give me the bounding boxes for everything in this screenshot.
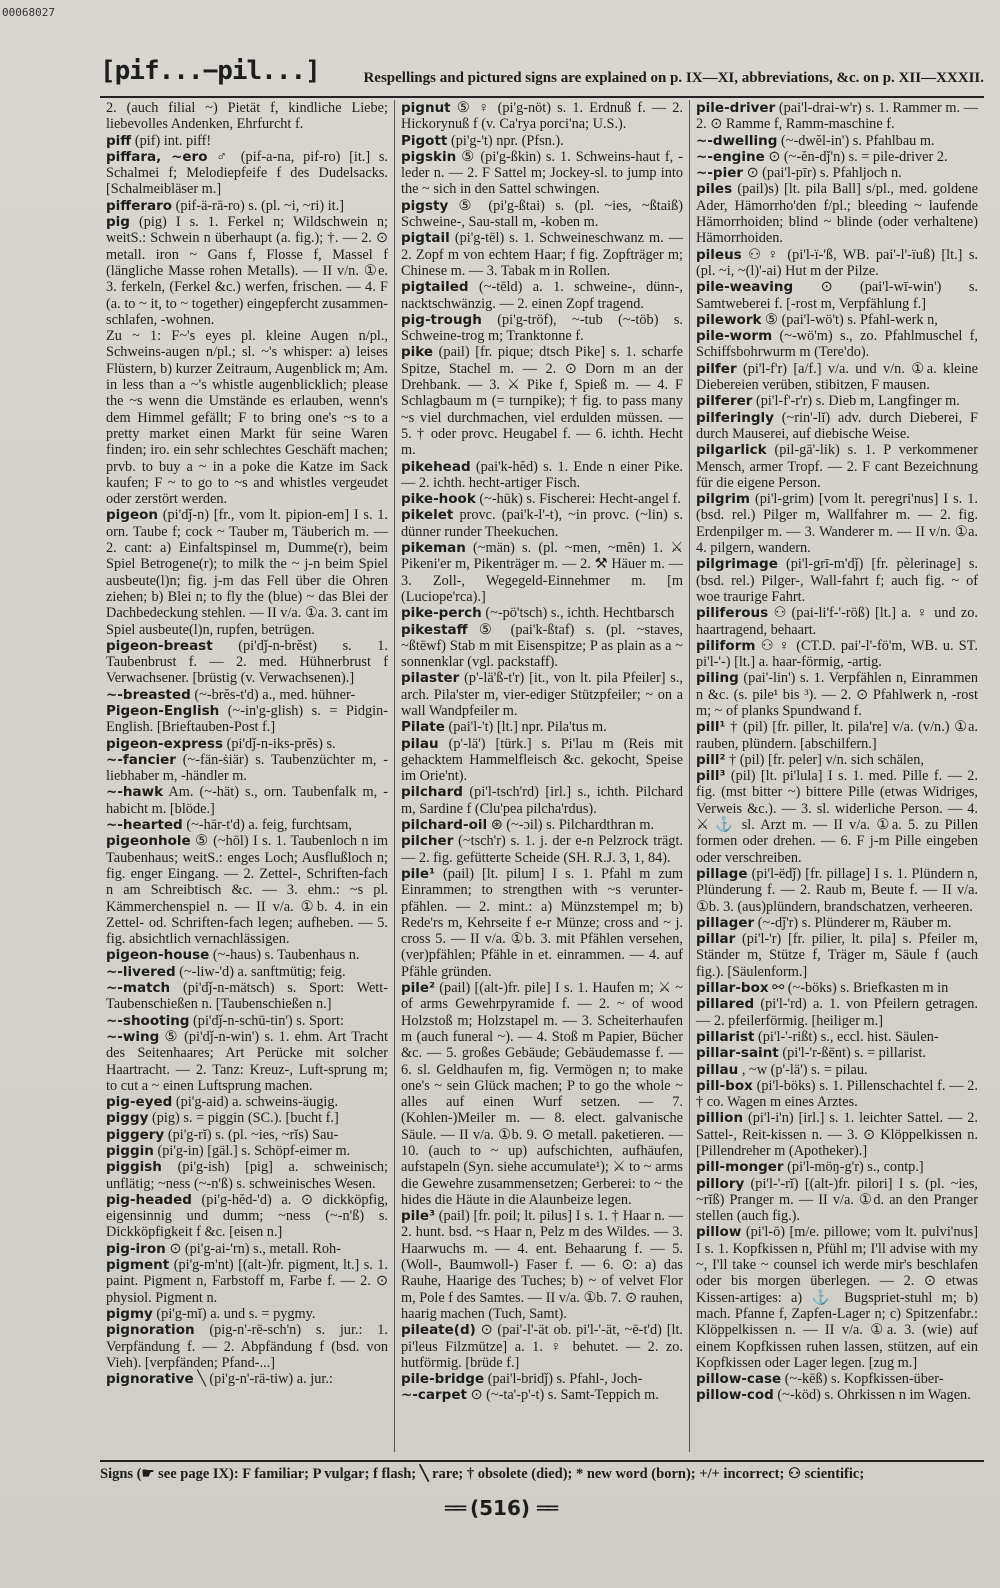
entry-text: 2. (auch filial ~) Pietät f, kindliche Liebe; liebevolles Andenken, Ehrfurcht f. xyxy=(106,100,388,133)
headword: pilcher xyxy=(401,833,454,850)
entry-text: (pi'l-f'-r'r) s. Dieb m, Langfinger m. xyxy=(756,393,960,410)
dictionary-entry xyxy=(696,165,978,181)
headword: ~-dwelling xyxy=(696,132,778,149)
entry-text: (pig-n'-rē-sch'n) s. jur.: 1. Verpfändung f. — 2. Abpfändung f (bsd. von Vieh). [verpfänden; Pfand-...] xyxy=(106,1322,388,1371)
headword: pile-worm xyxy=(696,328,773,345)
entry-text: (pail) [fr. poil; lt. pilus] I s. 1. † Haar n. — 2. hunt. bsd. ~s Haar n, Pelz m des Wildes. — 3. Haarwuchs m. — 4. ent. Behaarung f. — 5. (Woll-, Baumwoll-) Faser f. — 6. ⊙: a) das Rauhe, Haarige des Tuches; b) ~ of velvet Flor m, Pole f des Samtes. — II v/a. ①b. 7. ⊙ rauhen, haarig machen (Tuch, Samt). xyxy=(401,1208,683,1322)
dictionary-entry xyxy=(401,736,683,785)
entry-text: (pi'l-böks) s. 1. Pillenschachtel f. — 2. † co. Wagen m eines Arztes. xyxy=(696,1077,979,1111)
entry-text: (pi'l-i'n) [irl.] s. 1. leichter Sattel. — 2. Sattel-, Reit-kissen n. — 3. ⊙ Klöppelkissen n. [Pillendreher m (Apotheker).] xyxy=(696,1110,978,1159)
dictionary-entry xyxy=(106,833,388,947)
entry-text: (pi'g-hĕd-'d) a. ⊙ dickköpfig, eigensinnig und dumm; ~ness (~-n'ß) s. Dickköpfigkeit f &c. [eisen n.] xyxy=(106,1191,388,1241)
headword: ~-fancier xyxy=(106,751,176,768)
headword: piggery xyxy=(106,1126,165,1143)
entry-text: Zu ~ 1: F~'s eyes pl. kleine Augen n/pl., Schweins-augen n/pl.; sl. ~'s whisper: a) leises Flüstern, b) kurzer Zeitraum, Augenblick m; Am. in less than a ~'s whistle augenblicklich; please the ~s wenn die Umstände es erlauben, wenn's dem Himmel gefällt; F to bring one's ~s to a pretty market einen Markt für seine Waren finden; iro. ein sehr schlechtes Geschäft machen; prvb. to buy a ~ in a poke die Katze im Sack kaufen; F ~ to go to ~s and whistles vergeudet oder zerstört werden. xyxy=(106,328,388,508)
dictionary-entry xyxy=(401,198,683,231)
entry-text: ⊙ (pai'l-wī-win') s. Samtweberei f. [-rost m, Verpfählung f.] xyxy=(696,279,978,312)
headword: pillion xyxy=(696,1110,744,1127)
headword: piggin xyxy=(106,1143,154,1159)
dictionary-entry xyxy=(106,980,388,1013)
dictionary-entry xyxy=(696,361,978,394)
dictionary-entry xyxy=(696,181,978,246)
headword: pilgrim xyxy=(696,491,750,508)
dictionary-entry xyxy=(106,964,388,980)
dictionary-entry xyxy=(696,1062,978,1078)
entry-text: (p'-lä') [türk.] s. Pi'lau m (Reis mit gehacktem Hammelfleisch &c. gekocht, Speise im Orie'nt). xyxy=(401,735,683,785)
headword: pikeman xyxy=(401,540,466,557)
dictionary-entry xyxy=(696,393,978,409)
double-bar-right-icon: ══ xyxy=(536,1496,556,1520)
dictionary-entry xyxy=(106,1322,388,1371)
headword: pigmy xyxy=(106,1305,153,1322)
headword: ~-livered xyxy=(106,963,176,980)
headword: pilgrimage xyxy=(696,556,778,573)
entry-text: (~-in'g-glish) s. = Pidgin-English. [Brieftauben-Post f.] xyxy=(106,702,388,736)
dictionary-entry xyxy=(106,1094,388,1110)
dictionary-entry xyxy=(696,915,978,931)
entry-text: ⑤ (pai'k-ßtaf) s. (pl. ~staves, ~ßtēwf) Stab m mit Eisenspitze; P as plain as a ~ sonnenklar (vgl. packstaff). xyxy=(401,621,683,671)
headword: pilfer xyxy=(696,360,737,377)
headword: pillow-cod xyxy=(696,1387,774,1404)
headword: pileate(d) xyxy=(401,1322,476,1339)
dictionary-entry xyxy=(401,344,683,458)
headword: pifferaro xyxy=(106,197,173,214)
column-middle xyxy=(395,100,690,1452)
dictionary-entry xyxy=(106,507,388,637)
headword: pike-hook xyxy=(401,491,476,508)
headword: piling xyxy=(696,670,739,687)
headword: pilchard xyxy=(401,784,463,801)
page-number: 516 xyxy=(479,1496,521,1520)
column-left xyxy=(100,100,395,1452)
entry-text: (pi'l-ëdǰ) [fr. pillage] I s. 1. Plündern n, Plünderung f. — 2. Raub m, Beute f. — II v/a. ①b. 3. (aus)plündern, brandschatzen, verheeren. xyxy=(696,865,979,915)
entry-text: † (pil) [fr. peler] v/n. sich schälen, xyxy=(729,751,924,768)
headword: pilau xyxy=(401,735,439,752)
dictionary-entry xyxy=(401,670,683,719)
dictionary-entry xyxy=(106,1159,388,1192)
headword: ~-pier xyxy=(696,165,744,182)
dictionary-entry xyxy=(401,719,683,735)
dictionary-entry xyxy=(696,1078,978,1111)
entry-text: Am. (~-hät) s., orn. Taubenfalk m, -habicht m. [blöde.] xyxy=(106,784,388,817)
entry-text: ⊙ (pai'l-pīr) s. Pfahljoch n. xyxy=(746,165,902,182)
dictionary-entry xyxy=(106,1029,388,1094)
entry-text: ⊛ (~-ɔil) s. Pilchardthran m. xyxy=(490,817,655,834)
headword: pile-bridge xyxy=(401,1371,485,1388)
dictionary-entry xyxy=(401,507,683,540)
entry-text: (~-liw-'d) a. sanftmütig; feig. xyxy=(179,963,346,980)
dictionary-entry xyxy=(106,687,388,703)
dictionary-entry xyxy=(401,833,683,866)
headword: pig-trough xyxy=(401,311,482,328)
entry-text: (pi'dǰ-n-mätsch) s. Sport: Wett-Taubenschießen n. [Taubenschießen n.] xyxy=(106,980,389,1013)
entry-text: ⊙ (pai'-l'-ät ob. pi'l-'-ät, ~ē-t'd) [lt. pi'leus Filzmütze] a. 1. ♀ behutet. — 2. zo. hutförmig. [brüde f.] xyxy=(401,1322,684,1371)
dictionary-entry xyxy=(696,149,978,165)
entry-text: (~-hūk) s. Fischerei: Hecht-angel f. xyxy=(479,491,681,508)
entry-text: provc. (pai'k-l'-t), ~in provc. (~lin) s. dünner runder Theekuchen. xyxy=(401,507,684,540)
dictionary-entry xyxy=(696,1176,978,1225)
dictionary-entry xyxy=(696,328,978,361)
headword: ~-breasted xyxy=(106,686,191,703)
columns xyxy=(100,100,984,1452)
headword: pill¹ xyxy=(696,719,726,736)
entry-text: (pi'g-in) [gäl.] s. Schöpf-eimer m. xyxy=(157,1143,351,1159)
headword: pigtailed xyxy=(401,279,469,296)
headword: pignorative xyxy=(106,1371,194,1388)
headword: pignoration xyxy=(106,1322,195,1339)
entry-text: (pi'l-grī-m'dǰ) [fr. pèlerinage] s. (bsd. rel.) Pilger-, Wall-fahrt f; auch fig. ~ of woe traurige Fahrt. xyxy=(696,556,979,605)
headword: ~-hawk xyxy=(106,784,164,801)
headword: pigeon xyxy=(106,507,158,524)
headword: pilchard-oil xyxy=(401,817,488,834)
entry-text: (~-pö'tsch) s., ichth. Hechtbarsch xyxy=(485,605,675,622)
entry-text: (pi'g-rĭ) s. (pl. ~ies, ~rĭs) Sau- xyxy=(167,1126,339,1143)
entry-text: (pi'g-tröf), ~-tub (~-töb) s. Schweine-trog m; Tranktonne f. xyxy=(401,311,683,345)
headword: pillage xyxy=(696,865,748,882)
dictionary-entry xyxy=(401,279,683,312)
entry-text: (pi'g-tēl) s. 1. Schweineschwanz m. — 2. Zopf m von echtem Haar; f fig. Zopfträger m; Chinese m. — 3. Tabak m in Rollen. xyxy=(401,230,683,279)
dictionary-entry xyxy=(106,817,388,833)
headword: pillar-saint xyxy=(696,1045,779,1062)
entry-text: (pi'l-ō) [m/e. pillowe; vom lt. pulvi'nus] I s. 1. Kopfkissen n, Pfühl m; I'll advise with my ~, I'll take ~ counsel ich werde mir's beschlafen oder bis morgen überlegen. — 2. ⊙ etwas Kissen-artiges: a) ⚓ Bugspriet-stuhl m; b) mach. Pfanne f, Zapfen-Lager n; c) Spitzenfabr.: Klöppelkissen n. — II v/a. ①a. 3. (wie) auf einem Kopfkissen ruhen lassen, stützen, auf ein Kopfkissen oder Lager legen. [zug m.] xyxy=(696,1224,978,1371)
signs-legend: Signs (☛ see page IX): F familiar; P vulgar; f flash; ╲ rare; † obsolete (died); * new word (born); +/+ incorrect; ⚇ scientific; xyxy=(100,1460,984,1483)
dictionary-entry xyxy=(106,1013,388,1029)
headword: pillar-box xyxy=(696,980,769,997)
dictionary-entry xyxy=(696,931,978,980)
dictionary-entry xyxy=(106,1110,388,1126)
dictionary-entry xyxy=(696,670,978,719)
dictionary-entry xyxy=(106,703,388,736)
headword: piliferous xyxy=(696,605,769,622)
headword: Pigott xyxy=(401,132,448,149)
headword: pikestaff xyxy=(401,621,468,638)
headword: pigtail xyxy=(401,230,450,247)
headword: piggy xyxy=(106,1110,149,1127)
entry-text: (pi'dǰ-n-brĕst) s. 1. Taubenbrust f. — 2. med. Hühnerbrust f Verwachsener. [brüstig (v. Verwachsenen).] xyxy=(106,637,389,687)
entry-text: , ~w (p'-lä') s. = pilau. xyxy=(741,1061,868,1078)
headword: piff xyxy=(106,132,132,149)
entry-text: (pi'dǰ-n) [fr., vom lt. pipion-em] I s. 1. orn. Taube f; cock ~ Tauber m, Täuberich m. — 2. cant: a) Einfaltspinsel m, Dumme(r), beim Spiel Betrogene(r); to milk the ~ j-n beim Spiel ausbeute(l)n; fig. j-m das Fell über die Ohren ziehen; b) Blei n; to fly the (blue) ~ das Blei der Dachbedeckung stehlen. — II v/a. ①a. 3. cant im Spiel ausbeute(l)n, rupfen, betrügen. xyxy=(106,507,389,638)
entry-text: ⊙ (pi'g-ai-'rn) s., metall. Roh- xyxy=(169,1240,341,1257)
dictionary-entry xyxy=(696,1110,978,1159)
scan-id: 00068027 xyxy=(2,6,55,19)
entry-text: (pi'g-'t) npr. (Pfsn.). xyxy=(450,132,564,149)
entry-text: (pail) [fr. pique; dtsch Pike] s. 1. scharfe Spitze, Stachel m. — 2. ⊙ Dorn m an der Drehbank. — 3. ⚔ Pike f, Spieß m. — 4. F Schlagbaum m (= turnpike); † fig. to pass many ~s viel durchmachen, viel erdulden müssen. — 5. † oder provc. Heugabel f. — 6. ichth. Hecht m. xyxy=(401,344,683,459)
dictionary-entry xyxy=(106,638,388,687)
dictionary-entry xyxy=(106,1371,388,1387)
page-number-line: ══ (516) ══ xyxy=(444,1496,556,1520)
dictionary-entry xyxy=(106,1241,388,1257)
headword: ~-carpet xyxy=(401,1387,467,1404)
entry-text: (pi'l-'r) [fr. pilier, lt. pila] s. Pfeiler m, Ständer m, Stütze f, Träger m, Säule f (auch fig.). [Säulenform.] xyxy=(696,931,978,980)
entry-text: ⑤ (~hōl) I s. 1. Taubenloch n im Taubenhaus; weitS.: enges Loch; Ausflußloch n; fig. enger Eingang. — 2. Zettel-, Schriften-fach n am Schreibtisch &c. — 3. ehm.: ~s pl. Kämmerchenspiel n. — II v/a. ①b. 4. in ein Zettel- od. Schriften-fach legen; aufheben. — 5. fig. absichtlich vernachlässigen. xyxy=(106,833,389,948)
entry-text: (~rin'-lĭ) adv. durch Dieberei, F durch Mauserei, auf diebische Weise. xyxy=(696,409,978,442)
entry-text: ⚇ ♀ (pi'l-ï-'ß, WB. pai'-l'-ïuß) [lt.] s. (pl. ~i, ~(l)'-ai) Hut m der Pilze. xyxy=(696,246,979,279)
dictionary-entry xyxy=(696,638,978,671)
dictionary-entry xyxy=(106,752,388,785)
entry-text: (pi'dǰ-n-schū-tin') s. Sport: xyxy=(193,1012,344,1029)
dictionary-entry xyxy=(696,133,978,149)
headword: pigsty xyxy=(401,197,449,214)
headword: pileus xyxy=(696,246,742,263)
entry-text: (pif-ä-rā-ro) s. (pl. ~i, ~ri) it.] xyxy=(175,197,344,214)
dictionary-entry xyxy=(696,768,978,866)
dictionary-entry xyxy=(696,410,978,443)
headword: ~-match xyxy=(106,980,171,997)
headword: ~-wing xyxy=(106,1028,160,1045)
dictionary-entry xyxy=(401,459,683,492)
headword: pikehead xyxy=(401,458,471,475)
headword: pig xyxy=(106,214,130,231)
entry-text: (pi'g-m'nt) [(alt-)fr. pigment, lt.] s. 1. paint. Pigment n, Farbstoff m, Farbe f. — 2. ⊙ physiol. Pigment n. xyxy=(106,1257,388,1306)
entry-text: (pif) int. piff! xyxy=(134,132,212,149)
dictionary-entry xyxy=(401,540,683,605)
dictionary-entry xyxy=(106,1192,388,1241)
page-header xyxy=(100,56,984,98)
dictionary-entry xyxy=(106,1257,388,1306)
dictionary-entry xyxy=(401,1322,683,1371)
dictionary-entry xyxy=(696,312,978,328)
entry-text: (pi'l-grim) [vom lt. peregri'nus] I s. 1. (bsd. rel.) Pilger m, Wallfahrer m. — 2. fig. Erdenpilger m. — 3. Wanderer m. — II v/n. ①a. 4. pilgern, wandern. xyxy=(696,491,978,557)
dictionary-entry xyxy=(401,312,683,345)
headword: pillager xyxy=(696,914,755,931)
headword: pill³ xyxy=(696,768,726,785)
entry-text: ⊙ (~-ta'-p'-t) s. Samt-Teppich m. xyxy=(470,1387,659,1404)
guide-words: [pif...−pil...] xyxy=(100,56,320,86)
entry-text: (pai'l-drai-w'r) s. 1. Rammer m. — 2. ⊙ Ramme f, Ramm-maschine f. xyxy=(696,100,978,133)
headword: pilferer xyxy=(696,393,753,410)
entry-text: (pi'l-'-rißt) s., eccl. hist. Säulen- xyxy=(758,1028,939,1045)
dictionary-entry xyxy=(401,980,683,1208)
dictionary-entry xyxy=(106,784,388,817)
dictionary-entry xyxy=(401,1371,683,1387)
headword: pile² xyxy=(401,980,435,997)
dictionary-entry xyxy=(401,605,683,621)
dictionary-entry xyxy=(696,752,978,768)
entry-text: (pail) [(alt-)fr. pile] I s. 1. Haufen m; ⚔ ~ of arms Gewehrpyramide f. — 2. ~ of wood Holzstoß m; Holzstapel m. — 3. Scheiterhaufen m (auch funeral ~). — 4. Stoß m Papier, Bücher &c. — 5. großes Gebäude; Gebäudemasse f. — 6. sl. Geldhaufen m, fig. Vermögen n; to make one's ~ sein Glück machen; P to go the whole ~ alles auf einen Wurf setzen. — 7. (Kohlen-)Meiler m. — 8. elect. galvanische Säule. — II v/a. ①b. 9. ⊙ metall. paketieren. — 10. (auch to ~ up) aufschichten, aufhäufen, aufstapeln (Syn. siehe accumulate¹); ⚔ to ~ arms die Gewehre zusammensetzen; Gerberei: to ~ the hides die Häute in die Alaunbeize legen. xyxy=(401,980,684,1208)
dictionary-entry xyxy=(401,100,683,133)
dictionary-entry xyxy=(401,622,683,671)
headword: pillau xyxy=(696,1061,739,1078)
headword: piles xyxy=(696,181,733,198)
dictionary-entry xyxy=(401,784,683,817)
entry-text: ⑤ (pi'dǰ-n-win') s. 1. ehm. Art Tracht des Seitenhaares; Art Perücke mit solcher Haartracht. — 2. Tanz: Kreuz-, Luft-sprung m; to cut a ~ einen Luftsprung machen. xyxy=(106,1028,389,1094)
headword: pigment xyxy=(106,1257,170,1274)
dictionary-entry xyxy=(106,214,388,328)
entry-text: (pi'l-'r-ßēnt) s. = pillarist. xyxy=(782,1045,926,1062)
dictionary-entry xyxy=(106,133,388,149)
dictionary-entry xyxy=(401,1208,683,1322)
entry-text: (pi'l-'rd) a. 1. von Pfeilern getragen. — 2. pfeilerförmig. [heiliger m.] xyxy=(696,996,978,1029)
entry-text: (~-köd) s. Ohrkissen n im Wagen. xyxy=(777,1387,971,1404)
dictionary-entry xyxy=(401,866,683,980)
headword: pillow xyxy=(696,1224,742,1241)
headword: pile-weaving xyxy=(696,279,794,296)
headword: Pilate xyxy=(401,719,445,736)
dictionary-entry xyxy=(106,1306,388,1322)
dictionary-entry xyxy=(401,1387,683,1403)
entry-text: (pi'l-f'r) [a/f.] v/a. und v/n. ①a. kleine Diebereien verüben, stibitzen, F mausen. xyxy=(696,360,978,394)
entry-text: (pi'dǰ-n-iks-prĕs) s. xyxy=(226,735,336,752)
entry-text: ⑤ (pi'g-ßkin) s. 1. Schweins-haut f, -leder n. — 2. F Sattel m; Jockey-sl. to jump into the ~ sich in den Sattel schwingen. xyxy=(401,148,683,198)
dictionary-entry xyxy=(696,491,978,556)
entry-text: ⚇ ♀ (CT.D. pai'-l'-fö'm, WB. u. ST. pi'l-'-) [lt.] a. haar-förmig, -artig. xyxy=(696,637,978,671)
headword: pilgarlick xyxy=(696,442,767,459)
headword: pig-iron xyxy=(106,1240,166,1257)
dictionary-entry xyxy=(106,736,388,752)
headword: pillory xyxy=(696,1175,745,1192)
headword: pikelet xyxy=(401,507,454,524)
entry-text: (~-dwĕl-in') s. Pfahlbau m. xyxy=(780,132,935,149)
entry-text: (pi'l-tsch'rd) [irl.] s., ichth. Pilchard m, Sardine f (Clu'pea pilcha'rdus). xyxy=(401,784,683,817)
headword: pill² xyxy=(696,751,726,768)
headword: Pigeon-English xyxy=(106,702,220,719)
headword: pill-box xyxy=(696,1077,753,1094)
entry-text: (~-haus) s. Taubenhaus n. xyxy=(212,947,360,964)
dictionary-entry xyxy=(401,817,683,833)
entry-text: (pi'g-mĭ) a. und s. = pygmy. xyxy=(156,1305,316,1322)
entry-text: (pi'l-'-rĭ) [(alt-)fr. pilori] I s. (pl. ~ies, ~rĭß) Pranger m. — II v/a. ①d. an den Pranger stellen (auch fig.). xyxy=(696,1175,979,1225)
entry-text: (pai'k-hĕd) s. 1. Ende n einer Pike. — 2. ichth. hecht-artiger Fisch. xyxy=(401,458,684,491)
entry-text: † (pil) [fr. piller, lt. pila're] v/a. (v/n.) ①a. rauben, plündern. [abschilfern.] xyxy=(696,719,978,752)
dictionary-entry xyxy=(401,491,683,507)
entry-text: (pil) [lt. pi'lula] I s. 1. med. Pille f. — 2. fig. (mst bitter ~) bittere Pille (etwas Widriges, Verweis &c.). — 3. sl. widerliche Person. — 4. ⚔ ⚓ sl. Arzt m. — II v/a. ①a. 5. zu Pillen formen oder drehen. — 6. F j-m Pille eingeben oder verschreiben. xyxy=(696,768,978,866)
dictionary-entry xyxy=(696,247,978,280)
dictionary-entry xyxy=(696,279,978,312)
entry-text: (pig) s. = piggin (SC.). [bucht f.] xyxy=(152,1110,339,1127)
headword: pillared xyxy=(696,996,755,1013)
headword: pigskin xyxy=(401,148,457,165)
dictionary-entry xyxy=(696,719,978,752)
entry-text: (~män) s. (pl. ~men, ~mĕn) 1. ⚔ Pikeni'er m, Pikenträger m. — 2. ⚒ Häuer m. — 3. Zoll-, Wegegeld-Einnehmer m. [m (Luciope'rca).] xyxy=(401,540,684,605)
entry-text: ⑤ ♀ (pi'g-nöt) s. 1. Erdnuß f. — 2. Hickorynuß f (v. Ca'rya porci'na; U.S.). xyxy=(401,100,683,133)
headword: piliform xyxy=(696,637,756,654)
entry-text: ⚇ (pai-li'f-'-röß) [lt.] a. ♀ und zo. haartragend, behaart. xyxy=(696,605,978,638)
headword: pike xyxy=(401,344,434,361)
entry-text: ╲ (pi'g-n'-rä-tiw) a. jur.: xyxy=(197,1371,333,1388)
dictionary-entry xyxy=(696,556,978,605)
entry-text: (pai'l-'t) [lt.] npr. Pila'tus m. xyxy=(448,719,607,736)
headword: piffara, ~ero xyxy=(106,148,208,165)
dictionary-entry xyxy=(696,100,978,133)
dictionary-entry xyxy=(106,947,388,963)
headword: ~-engine xyxy=(696,148,765,165)
entry-text: (pai'l-bridǰ) s. Pfahl-, Joch- xyxy=(487,1371,643,1388)
headword: pill-monger xyxy=(696,1159,784,1176)
dictionary-entry xyxy=(696,1224,978,1371)
entry-text: ⑤ (pai'l-wö't) s. Pfahl-werk n, xyxy=(765,311,938,328)
entry-text: (~-wö'm) s., zo. Pfahlmuschel f, Schiffsbohrwurm m (Tere'do). xyxy=(696,328,978,361)
entry-text: (pail) [lt. pilum] I s. 1. Pfahl m zum Einrammen; to strengthen with ~s verunter-pfählen. — 2. mint.: a) Münzstempel m; b) Rede'rs m, Kehrseite f e-r Münze; cross and ~ j. cross 5. — II v/a. ①b. 3. mit Pfählen versehen, (ver)pfählen; Pfähle in et. einrammen. — 4. auf Pfähle gründen. xyxy=(401,865,683,980)
headword: pillow-case xyxy=(696,1371,782,1388)
dictionary-entry xyxy=(696,866,978,915)
dictionary-entry xyxy=(696,980,978,996)
entry-text: (~tsch'r) s. 1. j. der e-n Pelzrock trägt. — 2. fig. gefütterte Scheide (SH. R.J. 3, 1, 84). xyxy=(401,833,683,866)
entry-text: (~-tēld) a. 1. schweine-, dünn-, nacktschwänzig. — 2. einen Zopf tragend. xyxy=(401,279,683,312)
dictionary-entry xyxy=(696,605,978,638)
dictionary-entry xyxy=(106,1143,388,1159)
headword: pike-perch xyxy=(401,605,482,622)
entry-text: ⚯ (~-böks) s. Briefkasten m in xyxy=(772,980,949,997)
headword: pignut xyxy=(401,100,451,116)
entry-text: (pai'-lin') s. 1. Verpfählen n, Einrammen n &c. (s. pile¹ bis ³). — 2. ⊙ Pfahlwerk n, -rost m; ~ of planks Spundwand f. xyxy=(696,670,978,719)
entry-text: (p'-lä'ß-t'r) [it., von lt. pila Pfeiler] s., arch. Pila'ster m, vier-ediger Stützpfeiler; ~ on a wall Wandpfeiler m. xyxy=(401,670,684,719)
column-right xyxy=(690,100,984,1452)
entry-text: (~-dǰ'r) s. Plünderer m, Räuber m. xyxy=(757,914,952,931)
dictionary-entry xyxy=(696,442,978,491)
entry-text: (pi'g-ish) [pig] a. schweinisch; unflätig; ~ness (~-n'ß) s. schweinisches Wesen. xyxy=(106,1159,388,1192)
entry-text: (pail)s) [lt. pila Ball] s/pl., med. goldene Ader, Hämorrho'den f/pl.; bleeding ~ laufende Hämorrhoiden; blind ~ blinde (oder verhaltene) Hämorrhoiden. xyxy=(696,181,978,247)
headword: pile³ xyxy=(401,1208,435,1225)
headword: ~-hearted xyxy=(106,817,183,834)
headword: pilaster xyxy=(401,670,460,687)
headword: pillarist xyxy=(696,1028,755,1045)
entry-text: (pig) I s. 1. Ferkel n; Wildschwein n; weitS.: Schwein n überhaupt (a. fig.); †. — 2. ⊙ metall. iron ~ Gans f, Flosse f, Massel f (längliche Masse rohen Metalls). — II v/n. ①e. 3. ferkeln, (Ferkel &c.) werfen, frischen. — 4. F (a. to ~ it, to ~ together) eingepfercht zusammen-schlafen, -wohnen. xyxy=(106,214,388,328)
entry-text: (pi'g-aid) a. schweins-äugig. xyxy=(175,1094,339,1111)
headword: pillar xyxy=(696,931,736,948)
headword: pigeonhole xyxy=(106,833,191,850)
headword: pile-driver xyxy=(696,100,776,116)
headword: pilferingly xyxy=(696,409,774,426)
entry-text: (pil-gā'-lik) s. 1. P verkommener Mensch, armer Tropf. — 2. F cant Bezeichnung für die eigene Person. xyxy=(696,442,978,491)
dictionary-entry xyxy=(696,1387,978,1403)
entry-text: (pi'l-möŋ-g'r) s., contp.] xyxy=(787,1159,924,1176)
headword: pile¹ xyxy=(401,865,435,882)
headword: pig-headed xyxy=(106,1191,192,1208)
headword: piggish xyxy=(106,1159,162,1176)
dictionary-entry xyxy=(696,1045,978,1061)
entry-text: ⊙ (~-ĕn-dǰ'n) s. = pile-driver 2. xyxy=(768,148,948,165)
entry-text: (~-fän-ṡiär) s. Taubenzüchter m, -liebhaber m, -händler m. xyxy=(106,751,389,785)
double-bar-left-icon: ══ xyxy=(444,1496,464,1520)
headword: pilework xyxy=(696,311,762,328)
dictionary-entry xyxy=(106,328,388,507)
headword: pigeon-house xyxy=(106,947,210,964)
dictionary-entry xyxy=(401,133,683,149)
dictionary-entry xyxy=(106,198,388,214)
dictionary-entry xyxy=(696,996,978,1029)
dictionary-entry xyxy=(696,1029,978,1045)
dictionary-entry xyxy=(696,1159,978,1175)
dictionary-entry xyxy=(401,230,683,279)
entry-text: ⑤ (pi'g-ßtai) s. (pl. ~ies, ~ßtaiß) Schweine-, Sau-stall m, -koben m. xyxy=(401,197,683,231)
header-note: Respellings and pictured signs are explained on p. IX—XI, abbreviations, &c. on p. XII—XXXII. xyxy=(363,70,984,86)
dictionary-entry xyxy=(401,149,683,198)
entry-text: (~-hār-t'd) a. feig, furchtsam, xyxy=(186,817,352,834)
dictionary-entry xyxy=(106,1127,388,1143)
headword: pigeon-breast xyxy=(106,637,213,654)
entry-text: ♂ (pif-a-na, pif-ro) [it.] s. Schalmei f; Melodiepfeife f des Dudelsacks. [Schalmeibläser m.] xyxy=(106,148,388,198)
headword: pigeon-express xyxy=(106,735,224,752)
headword: ~-shooting xyxy=(106,1012,190,1029)
dictionary-entry xyxy=(106,100,388,133)
headword: pig-eyed xyxy=(106,1094,173,1111)
entry-text: (~-kēß) s. Kopfkissen-über- xyxy=(784,1371,944,1388)
entry-text: (~-brĕs-t'd) a., med. hühner- xyxy=(194,686,356,703)
dictionary-entry xyxy=(696,1371,978,1387)
dictionary-entry xyxy=(106,149,388,198)
